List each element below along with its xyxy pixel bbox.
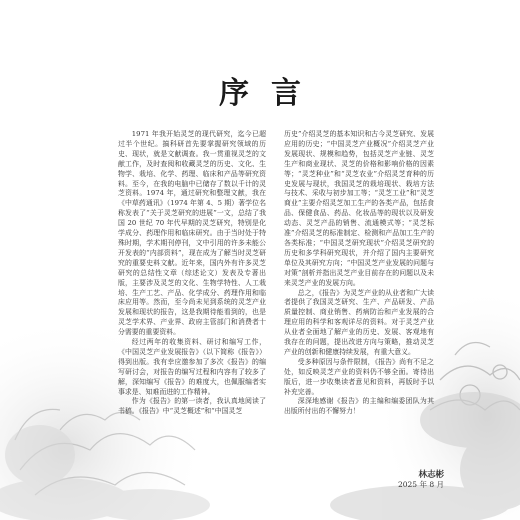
author-name: 林志彬 — [418, 470, 444, 480]
paragraph: 经过两年的收集资料、研讨和编写工作，《中国灵芝产业发展报告》（以下简称《报告》）得到出版。我有幸应邀参加了多次《报告》的编写研讨会，对报告的编写过程和内容有了较多了解，深知编写《报告》的难度大，也佩服编者实事求是、知难而进的工作精神。 — [118, 338, 266, 396]
signature-date: 2025 年 8 月 — [397, 480, 444, 489]
paragraph: 作为《报告》的第一读者，我认真地阅读了书稿。《报告》中“灵芝概述”和“中国灵芝 — [118, 397, 266, 416]
paragraph: 历史”介绍灵芝的基本知识和古今灵芝研究、发展应用的历史；“中国灵芝产业概况”介绍灵芝产业发展现状、规模和趋势，包括灵芝产业链、灵芝生产和商业现状、灵芝的价格和影响价格的因素等；“灵芝种业”和“灵芝农业”介绍灵芝育种的历史发展与现状，我国灵芝的栽培现状、栽培方法与技术、采收与初步加工等；“灵芝工业”和“灵芝商业”主要介绍灵芝加工生产的各类产品，包括食品、保健食品、药品、化妆品等的现状以及研发动态、灵芝产品的销售、流通模式等；“灵芝标准”介绍灵芝的标准制定、检测和产品加工生产的各类标准；“中国灵芝研究现状”介绍灵芝研究的历史和多学科研究现状，并介绍了国内主要研究单位及其研究方向；“中国灵芝产业发展的问题与对策”剖析并指出灵芝产业目前存在的问题以及未来灵芝产业的发展方向。 — [284, 130, 434, 287]
paragraph: 总之，《报告》为灵芝产业的从业者和广大读者提供了我国灵芝研究、生产、产品研发、产品质量控制、商业销售、药病防治和产业发展的合理应用的科学和客观详尽的资料。对于灵芝产业从业者全面地了解产业的历史、发展、客观地有我存在的问题，提出改进方向与策略，推动灵芝产业的创新和健康持续发展，有重大意义。 — [284, 288, 434, 356]
author-signature — [384, 470, 444, 490]
left-text-column — [118, 130, 266, 450]
right-text-column — [284, 130, 434, 450]
paragraph: 1971 年我开始灵芝的现代研究，迄今已超过半个世纪。搞科研首先要掌握研究领域的历史、现状，就是文献调查。我一贯重视灵芝的文献工作，及时查阅和收藏灵芝的历史、文化、生物学、栽培、化学、药理、临床和产品等研究资料。至今，在我的电脑中已储存了数以千计的灵芝资料。1974 年，通过研究和整理文献，我在《中草药通讯》（1974 年第 4、5 期）著学位名称发表了“关于灵芝研究的进展”一文，总结了我国 20 世纪 70 年代早期的灵芝研究，特别是化学成分、药理作用和临床研究。由于当时处于特殊时期，学术期刊停刊，文中引用的许多未能公开发表的“内部资料”，现在成为了解当时灵芝研究的重要史料文献。近年来，国内外有许多灵芝研究的总结性文章（综述论文）发表及专著出版，主要涉及灵芝的文化、生物学特性、人工栽培、生产工艺、产品、化学成分、药理作用和临床应用等。然而，至今尚未见到系统的灵芝产业发展和现状的报告，这是我期待能看到的，也是灵芝学术界、产业界、政府主管部门和消费者十分需要的重要资料。 — [118, 130, 266, 337]
paragraph: 受多种原因与条件限制，《报告》尚有不足之处，如反映灵芝产业的资料仍不够全面。寄待出版后，进一步收集读者意见和资料，再版时予以补充完善。 — [284, 357, 434, 396]
page-title: 序言 — [219, 76, 323, 111]
paragraph: 深深地感谢《报告》的主编和编委团队为其出版所付出的不懈努力！ — [284, 397, 434, 416]
